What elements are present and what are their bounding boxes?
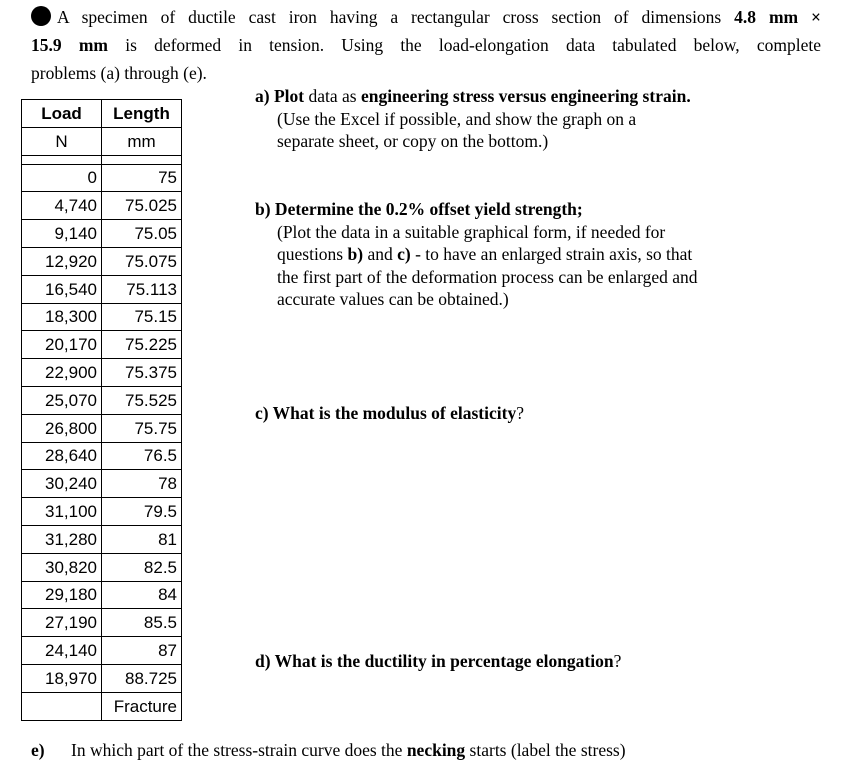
length-cell: 75.225 bbox=[102, 331, 182, 359]
table-row bbox=[22, 637, 182, 665]
table-row bbox=[22, 470, 182, 498]
table-row bbox=[22, 303, 182, 331]
load-cell: 18,970 bbox=[22, 664, 102, 692]
table-row bbox=[22, 247, 182, 275]
intro-line-3: problems (a) through (e). bbox=[31, 63, 207, 83]
length-cell: 75.375 bbox=[102, 359, 182, 387]
length-cell: 76.5 bbox=[102, 442, 182, 470]
load-cell: 9,140 bbox=[22, 220, 102, 248]
load-cell: 18,300 bbox=[22, 303, 102, 331]
length-cell: 75.15 bbox=[102, 303, 182, 331]
table-unit-row bbox=[22, 127, 182, 155]
question-e: e) In which part of the stress-strain curve does the necking starts (label the stress) bbox=[31, 740, 626, 760]
length-cell: 75.525 bbox=[102, 386, 182, 414]
table-row bbox=[22, 220, 182, 248]
length-cell: 82.5 bbox=[102, 553, 182, 581]
length-cell: 75.05 bbox=[102, 220, 182, 248]
length-cell: 84 bbox=[102, 581, 182, 609]
load-cell: 30,820 bbox=[22, 553, 102, 581]
table-header-row bbox=[22, 100, 182, 128]
load-cell: 27,190 bbox=[22, 609, 102, 637]
length-cell: 75.025 bbox=[102, 192, 182, 220]
length-cell: 88.725 bbox=[102, 664, 182, 692]
load-cell: 30,240 bbox=[22, 470, 102, 498]
question-d: d) What is the ductility in percentage elongation? bbox=[255, 651, 622, 671]
table-row bbox=[22, 581, 182, 609]
unit-length: mm bbox=[102, 127, 182, 155]
table-spacer-row bbox=[22, 155, 182, 164]
load-cell: 25,070 bbox=[22, 386, 102, 414]
load-cell: 31,100 bbox=[22, 498, 102, 526]
header-load: Load bbox=[22, 100, 102, 128]
load-length-table bbox=[21, 99, 182, 721]
intro-line-1: A specimen of ductile cast iron having a rectangular cross section of dimensions 4.8 mm × bbox=[31, 3, 821, 31]
load-cell: 20,170 bbox=[22, 331, 102, 359]
load-cell: 12,920 bbox=[22, 247, 102, 275]
length-cell: 75.113 bbox=[102, 275, 182, 303]
length-cell: 78 bbox=[102, 470, 182, 498]
table-row bbox=[22, 609, 182, 637]
load-cell: 22,900 bbox=[22, 359, 102, 387]
fracture-label: Fracture bbox=[102, 692, 182, 720]
table-row bbox=[22, 192, 182, 220]
intro-line-2: 15.9 mm is deformed in tension. Using the load-elongation data tabulated below, complete bbox=[31, 35, 822, 55]
table-row bbox=[22, 498, 182, 526]
table-row bbox=[22, 164, 182, 192]
table-row bbox=[22, 331, 182, 359]
length-cell: 81 bbox=[102, 525, 182, 553]
length-cell: 85.5 bbox=[102, 609, 182, 637]
table-row bbox=[22, 275, 182, 303]
table-row bbox=[22, 664, 182, 692]
length-cell: 79.5 bbox=[102, 498, 182, 526]
bullet-icon bbox=[31, 6, 51, 26]
unit-load: N bbox=[22, 127, 102, 155]
length-cell: 75 bbox=[102, 164, 182, 192]
table-row bbox=[22, 525, 182, 553]
load-cell: 31,280 bbox=[22, 525, 102, 553]
load-cell: 24,140 bbox=[22, 637, 102, 665]
load-cell: 4,740 bbox=[22, 192, 102, 220]
problem-intro bbox=[31, 3, 821, 87]
table-row bbox=[22, 553, 182, 581]
table-row bbox=[22, 386, 182, 414]
length-cell: 87 bbox=[102, 637, 182, 665]
question-a: a) Plot data as engineering stress versus engineering strain. (Use the Excel if possible, and show the graph on a separate sheet, or copy on the bottom.) bbox=[255, 86, 691, 151]
question-b: b) Determine the 0.2% offset yield strength; (Plot the data in a suitable graphical form, if needed for questions b) and c) - to have an enlarged strain axis, so that the first part of the deformation process can be enlarged and accurate values can be obtained.) bbox=[255, 199, 698, 309]
length-cell: 75.075 bbox=[102, 247, 182, 275]
table-row bbox=[22, 359, 182, 387]
load-cell: 28,640 bbox=[22, 442, 102, 470]
load-cell: 26,800 bbox=[22, 414, 102, 442]
length-cell: 75.75 bbox=[102, 414, 182, 442]
table-row bbox=[22, 442, 182, 470]
load-cell: 0 bbox=[22, 164, 102, 192]
table-fracture-row bbox=[22, 692, 182, 720]
load-cell: 16,540 bbox=[22, 275, 102, 303]
header-length: Length bbox=[102, 100, 182, 128]
load-cell: 29,180 bbox=[22, 581, 102, 609]
table-row bbox=[22, 414, 182, 442]
question-c: c) What is the modulus of elasticity? bbox=[255, 403, 524, 423]
